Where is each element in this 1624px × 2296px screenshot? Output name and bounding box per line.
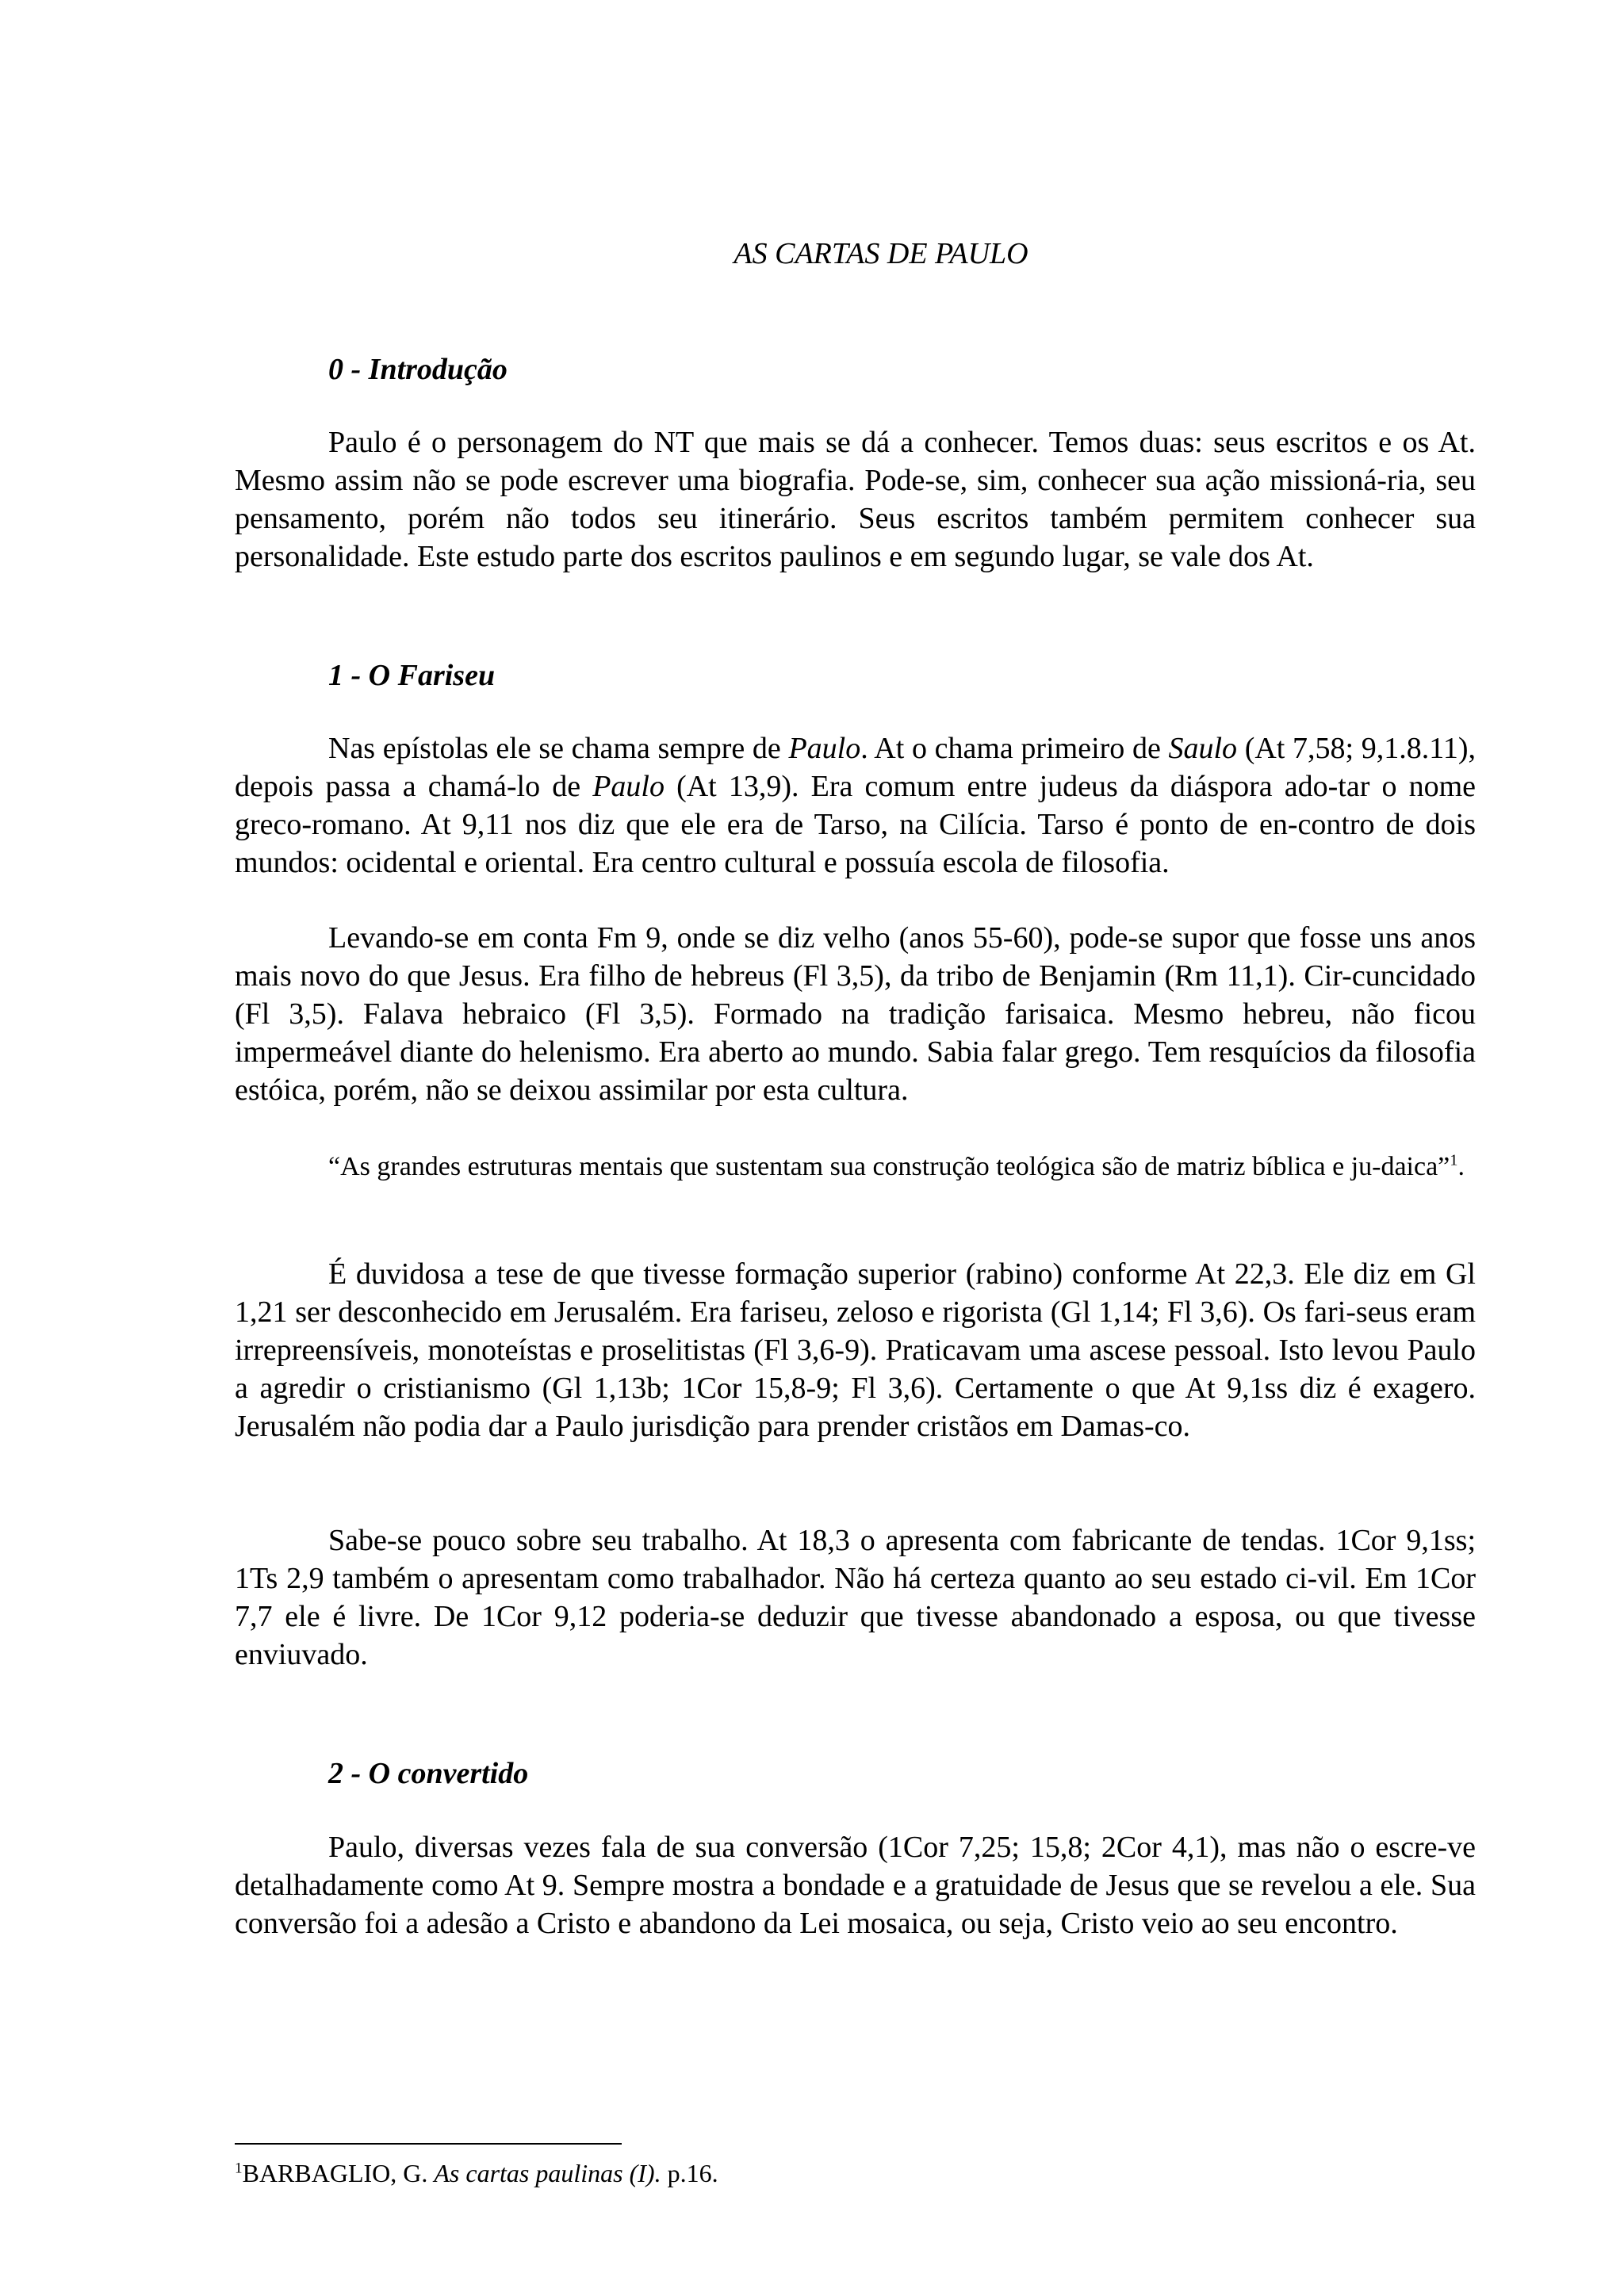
paragraph-fariseu-1: Nas epístolas ele se chama sempre de Paulo. At o chama primeiro de Saulo (At 7,58; 9,1.8.11), depois passa a chamá-lo de Paulo (At 13,9). Era comum entre judeus da diáspora ado-tar o nome greco-romano. At 9,11 nos diz que ele era de Tarso, na Cilícia. Tarso é ponto de en-contro de dois mundos: ocidental e oriental. Era centro cultural e possuía escola de filosofia. [235,732,1476,879]
section-heading-convertido: 2 - O convertido [328,1757,529,1790]
paragraph-fariseu-4: Sabe-se pouco sobre seu trabalho. At 18,3 o apresenta com fabricante de tendas. 1Cor 9,1ss; 1Ts 2,9 também o apresentam como trabalhador. Não há certeza quanto ao seu estado ci-vil. Em 1Cor 7,7 ele é livre. De 1Cor 9,12 poderia-se deduzir que tivesse abandonado a esposa, ou que tivesse enviuvado. [235,1524,1476,1671]
name-saulo: Saulo [1168,732,1238,765]
block-quote: “As grandes estruturas mentais que sustentam sua construção teológica são de matriz bíblica e ju-daica”$^1$. [328,1151,1465,1181]
paragraph-fariseu-2: Levando-se em conta Fm 9, onde se diz velho (anos 55-60), pode-se supor que fosse uns anos mais novo do que Jesus. Era filho de hebreus (Fl 3,5), da tribo de Benjamin (Rm 11,1). Cir-cuncidado (Fl 3,5). Falava hebraico (Fl 3,5). Formado na tradição farisaica. Mesmo hebreu, não ficou impermeável diante do helenismo. Era aberto ao mundo. Sabia falar grego. Tem resquícios da filosofia estóica, porém, não se deixou assimilar por esta cultura. [235,921,1476,1107]
paragraph-intro-1: Paulo é o personagem do NT que mais se dá a conhecer. Temos duas: seus escritos e os At. Mesmo assim não se pode escrever uma biografia. Pode-se, sim, conhecer sua ação missioná-ria, seu pensamento, porém não todos seu itinerário. Seus escritos também permitem conhecer sua personalidade. Este estudo parte dos escritos paulinos e em segundo lugar, se vale dos At. [235,426,1476,573]
paragraph-fariseu-3: É duvidosa a tese de que tivesse formação superior (rabino) conforme At 22,3. Ele diz em Gl 1,21 ser desconhecido em Jerusalém. Era fariseu, zeloso e rigorista (Gl 1,14; Fl 3,6). Os fari-seus eram irrepreensíveis, monoteístas e proselitistas (Fl 3,6-9). Praticavam uma ascese pessoal. Isto levou Paulo a agredir o cristianismo (Gl 1,13b; 1Cor 15,8-9; Fl 3,6). Certamente o que At 9,1ss diz é exagero. Jerusalém não podia dar a Paulo jurisdição para prender cristãos em Damas-co. [235,1257,1476,1443]
section-heading-introducao: 0 - Introdução [328,353,508,386]
name-paulo-2: Paulo [592,770,665,803]
paragraph-convertido-1: Paulo, diversas vezes fala de sua conversão (1Cor 7,25; 15,8; 2Cor 4,1), mas não o escre-ve detalhadamente como At 9. Sempre mostra a bondade e a gratuidade de Jesus que se revelou a ele. Sua conversão foi a adesão a Cristo e abandono da Lei mosaica, ou seja, Cristo veio ao seu encontro. [235,1831,1476,1940]
footnote-number: 1 [235,2160,243,2177]
footnote-work-title: As cartas paulinas (I). [434,2159,661,2187]
footnote: $^1$BARBAGLIO, G. As cartas paulinas (I). p.16. [235,2159,718,2187]
footnote-divider [235,2143,622,2145]
document-page [235,0,1476,2296]
section-heading-fariseu: 1 - O Fariseu [328,659,496,692]
name-paulo: Paulo [788,732,861,765]
footnote-ref: 1 [1450,1151,1458,1169]
document-title: AS CARTAS DE PAULO [733,237,1028,270]
